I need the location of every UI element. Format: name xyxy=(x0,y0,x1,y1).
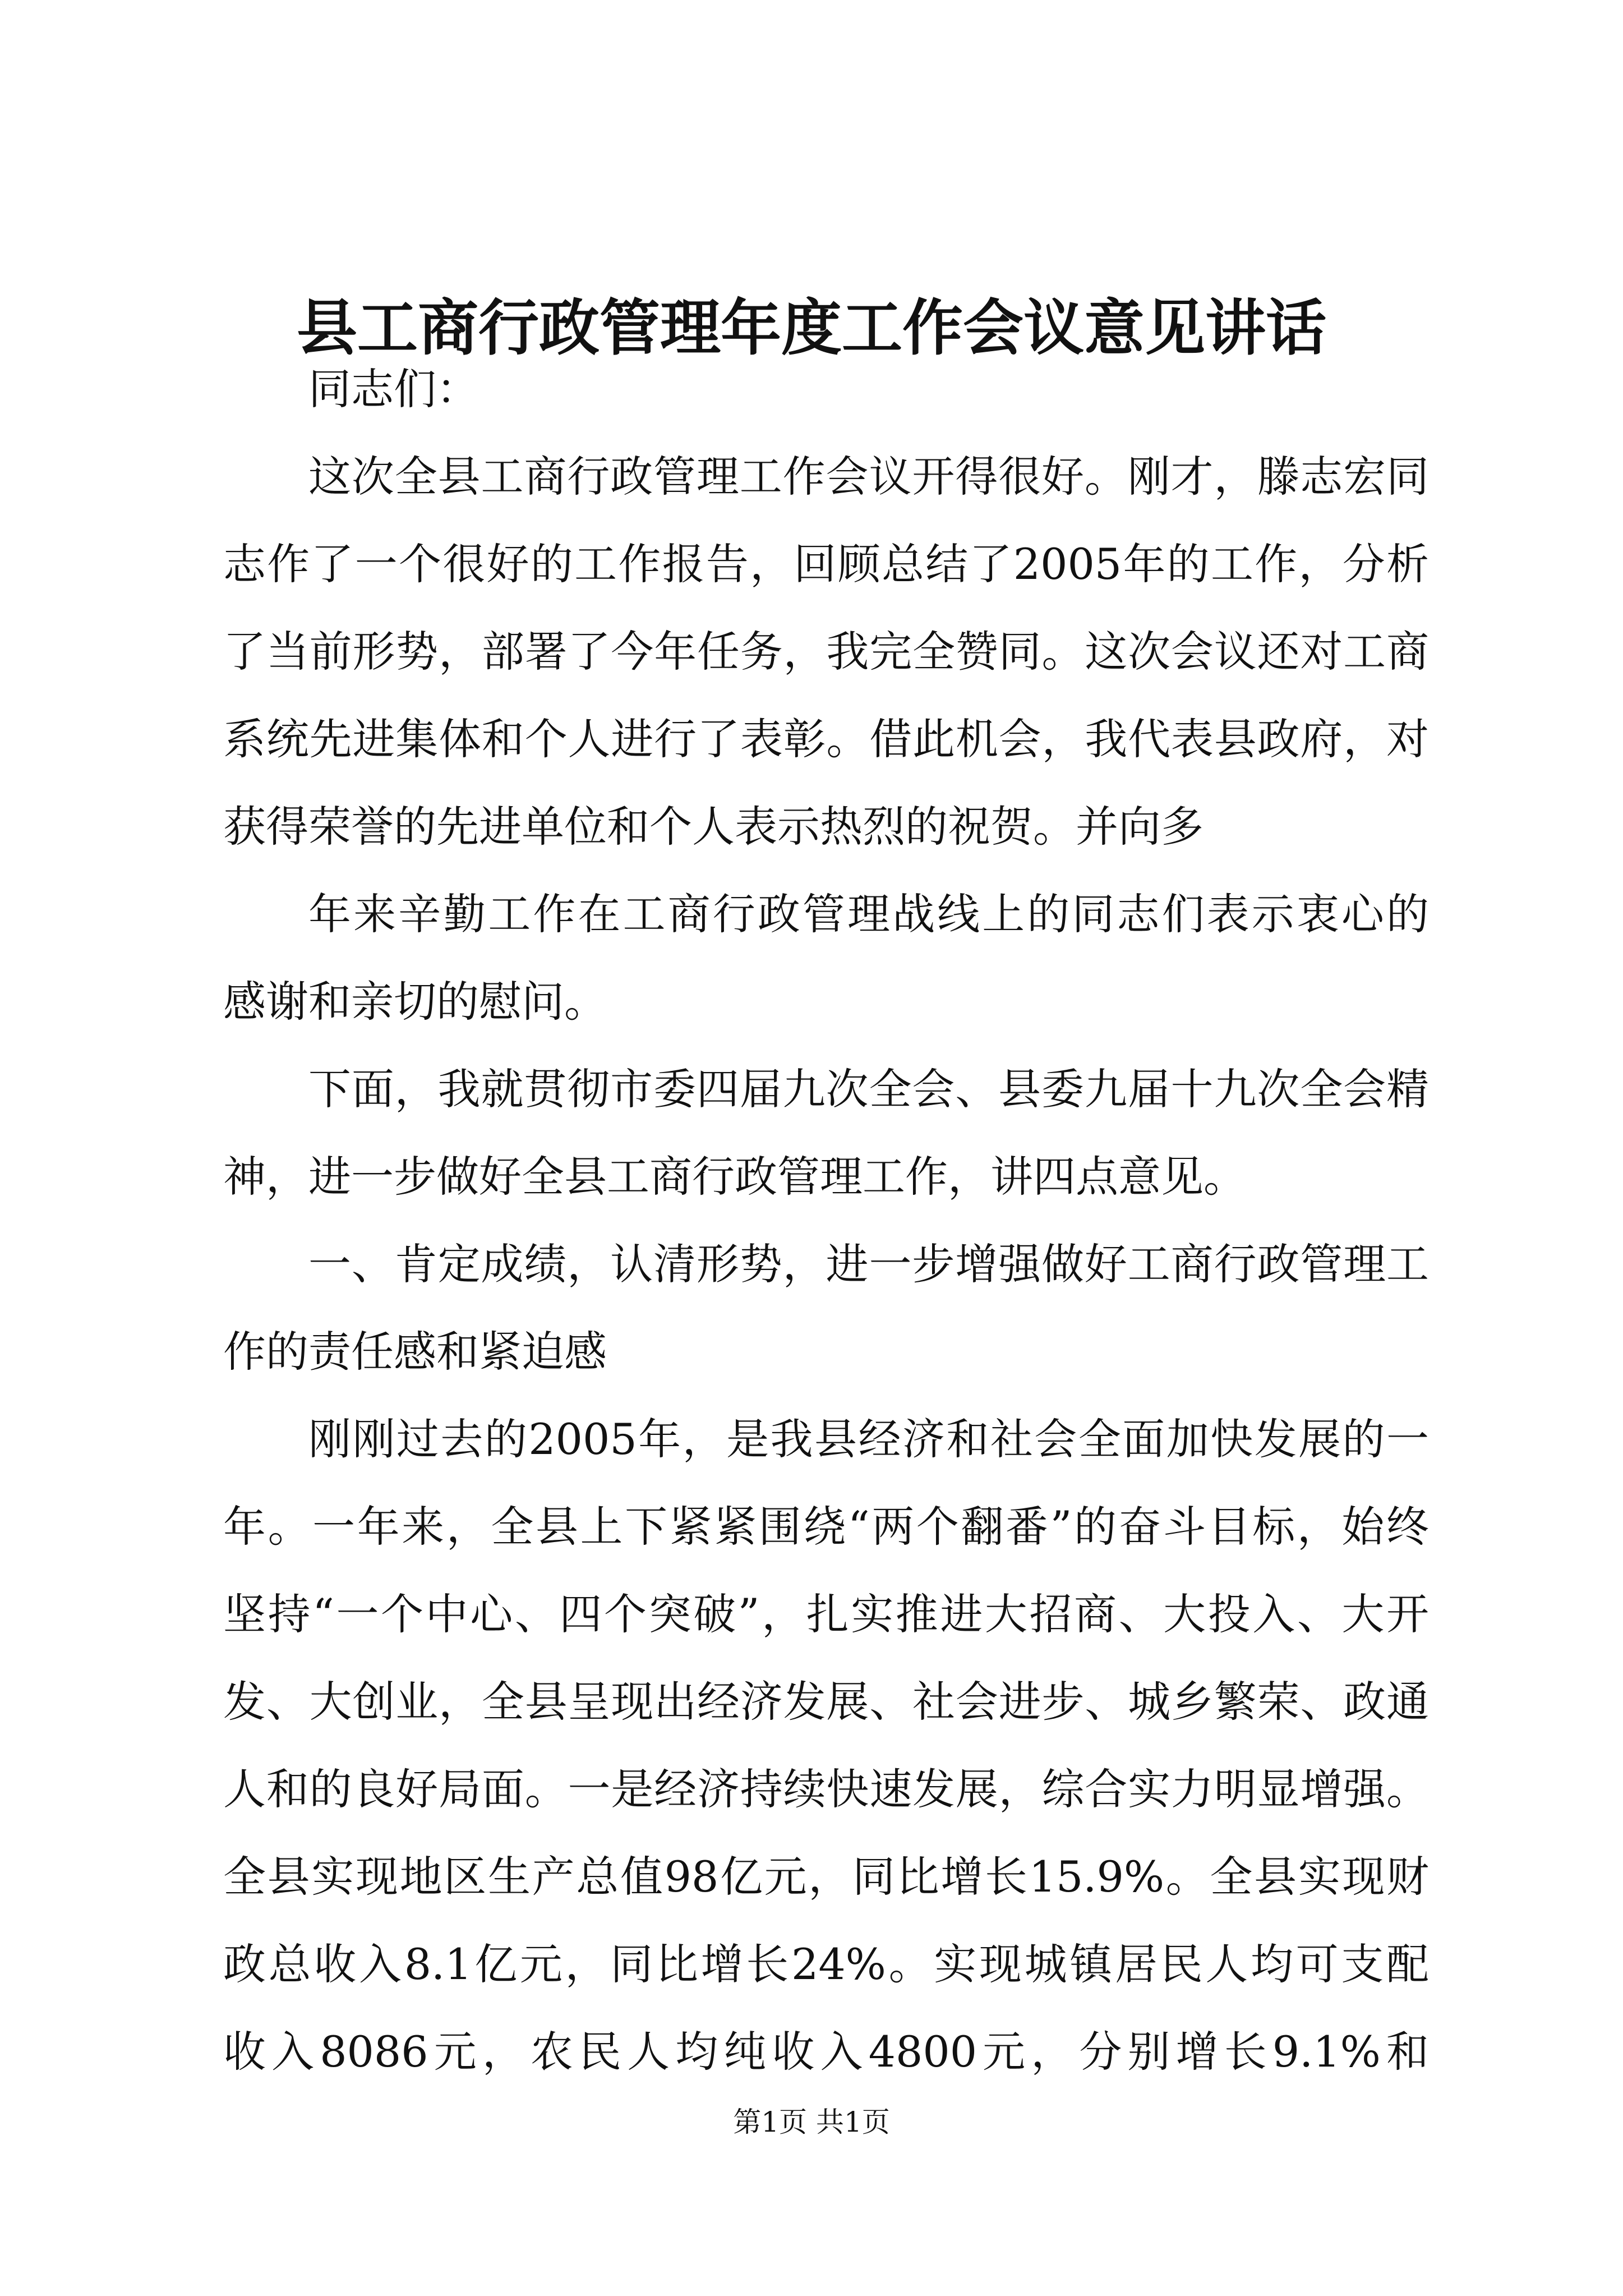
paragraph-line: 神，进一步做好全县工商行政管理工作，讲四点意见。 xyxy=(223,1152,1246,1202)
paragraph-line: 年。一年来，全县上下紧紧围绕“两个翻番”的奋斗目标，始终 xyxy=(223,1502,1429,1552)
paragraph-line: 了当前形势，部署了今年任务，我完全赞同。这次会议还对工商 xyxy=(223,627,1429,677)
page-footer: 第1页 共1页 xyxy=(733,2106,890,2138)
paragraph-line: 获得荣誉的先进单位和个人表示热烈的祝贺。并向多 xyxy=(223,802,1204,852)
document-body xyxy=(223,346,1429,2096)
paragraph-line: 系统先进集体和个人进行了表彰。借此机会，我代表县政府，对 xyxy=(223,714,1429,764)
paragraph-line: 年来辛勤工作在工商行政管理战线上的同志们表示衷心的 xyxy=(308,889,1429,939)
paragraph-line: 发、大创业，全县呈现出经济发展、社会进步、城乡繁荣、政通 xyxy=(223,1677,1429,1727)
paragraph-line: 志作了一个很好的工作报告，回顾总结了2005年的工作，分析 xyxy=(223,539,1429,589)
paragraph-line: 这次全县工商行政管理工作会议开得很好。刚才，滕志宏同 xyxy=(308,452,1429,501)
section-heading-line: 作的责任感和紧迫感 xyxy=(223,1327,607,1377)
paragraph-line: 全县实现地区生产总值98亿元，同比增长15.9%。全县实现财 xyxy=(223,1852,1429,1902)
section-heading-line: 一、肯定成绩，认清形势，进一步增强做好工商行政管理工 xyxy=(308,1239,1429,1289)
paragraph-line: 收入8086元，农民人均纯收入4800元，分别增长9.1%和 xyxy=(223,2027,1429,2077)
paragraph-line: 政总收入8.1亿元，同比增长24%。实现城镇居民人均可支配 xyxy=(223,1939,1429,1989)
salutation: 同志们： xyxy=(308,364,479,414)
paragraph-line: 人和的良好局面。一是经济持续快速发展，综合实力明显增强。 xyxy=(223,1764,1429,1814)
paragraph-line: 下面，我就贯彻市委四届九次全会、县委九届十九次全会精 xyxy=(308,1064,1429,1114)
paragraph-line: 坚持“一个中心、四个突破”，扎实推进大招商、大投入、大开 xyxy=(223,1589,1429,1639)
paragraph-line: 刚刚过去的2005年，是我县经济和社会全面加快发展的一 xyxy=(308,1414,1429,1464)
paragraph-line: 感谢和亲切的慰问。 xyxy=(223,977,607,1027)
document-title: 县工商行政管理年度工作会议意见讲话 xyxy=(296,293,1326,364)
